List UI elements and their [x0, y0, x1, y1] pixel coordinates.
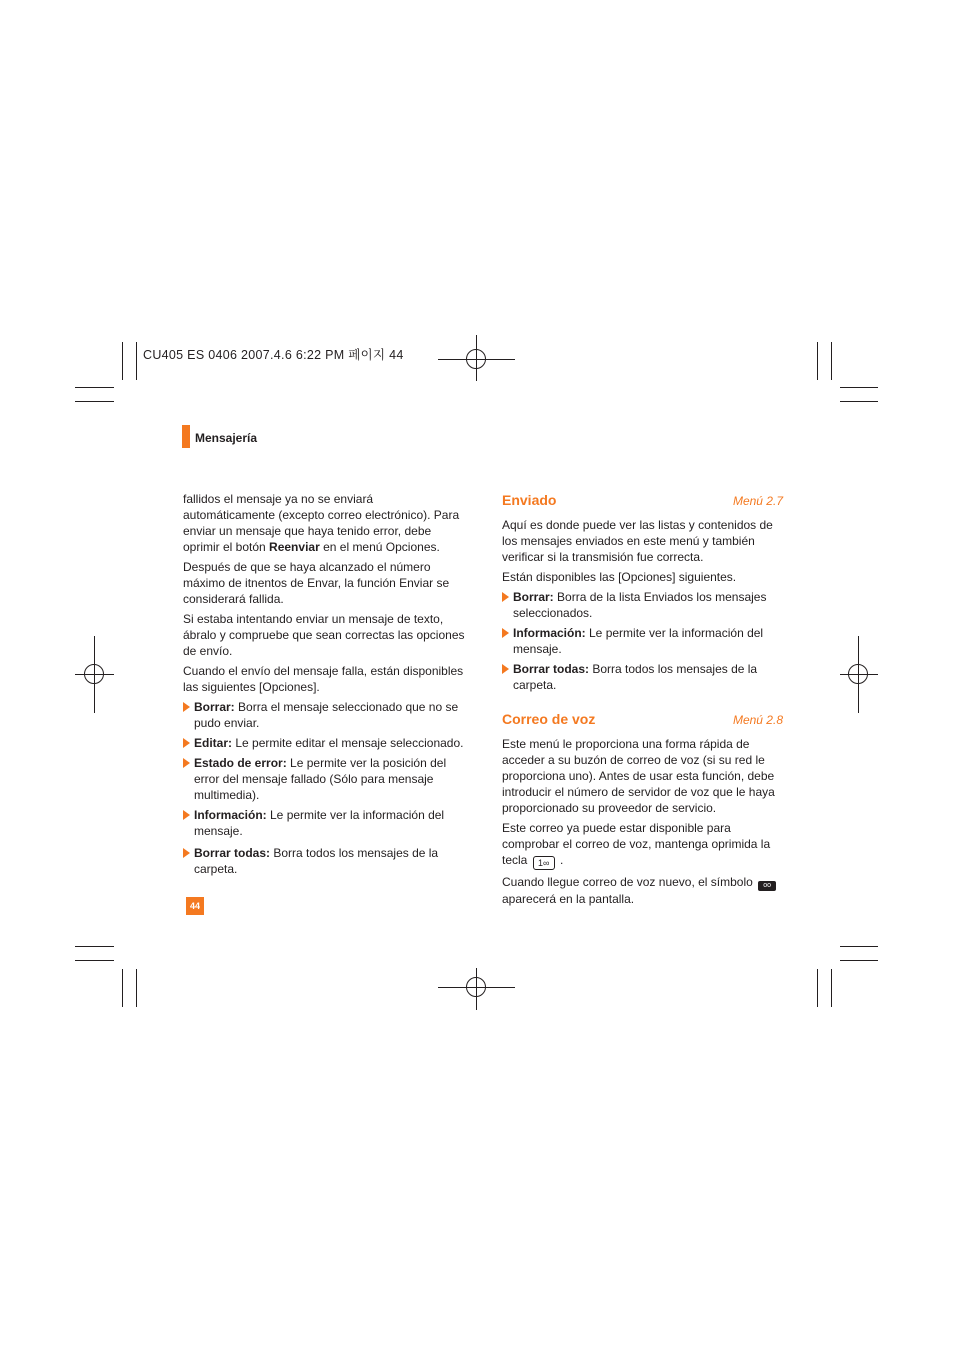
bullet-arrow-icon [502, 664, 509, 674]
paragraph: Este correo ya puede estar disponible para comprobar el correo de voz, mantenga oprimida la tecla 1∞ . [502, 821, 771, 868]
crop-mark [831, 969, 832, 1007]
paragraph: Cuando el envío del mensaje falla, están disponibles las siguientes [Opciones]. [183, 664, 464, 694]
crop-mark [122, 969, 123, 1007]
crop-mark [817, 342, 818, 380]
enviado-heading [502, 492, 783, 509]
crop-mark [840, 960, 878, 961]
crop-mark [75, 946, 114, 947]
correo-menu-number: Menú 2.8 [732, 713, 783, 727]
crop-mark [817, 969, 818, 1007]
bullet-arrow-icon [502, 628, 509, 638]
bullet-arrow-icon [183, 810, 190, 820]
bullet-item: Borrar: Borra de la lista Enviados los mensajes seleccionados. [502, 589, 783, 621]
bullet-item: Información: Le permite ver la información del mensaje. [502, 625, 783, 657]
correo-heading [502, 711, 783, 728]
print-slug: CU405 ES 0406 2007.4.6 6:22 PM 페이지 44 [143, 348, 404, 362]
paragraph: Aquí es donde puede ver las listas y contenidos de los mensajes enviados en este menú y también verificar si la transmisión fue correcta. [502, 518, 773, 564]
section-accent-bar [182, 425, 190, 448]
enviado-title: Enviado [502, 492, 557, 508]
paragraph: Si estaba intentando enviar un mensaje de texto, ábralo y compruebe que sean correctas las opciones de envío. [183, 612, 465, 658]
crop-mark [122, 342, 123, 380]
correo-title: Correo de voz [502, 711, 596, 727]
paragraph: Cuando llegue correo de voz nuevo, el símbolo oo aparecerá en la pantalla. [502, 874, 783, 907]
paragraph: fallidos el mensaje ya no se enviará automáticamente (excepto correo electrónico). Para enviar un mensaje que haya tenido error, debe oprimir el botón Reenviar en el menú Opciones. [183, 492, 460, 554]
crop-mark [840, 946, 878, 947]
left-column [183, 491, 466, 881]
bullet-arrow-icon [502, 592, 509, 602]
bullet-arrow-icon [183, 702, 190, 712]
crop-mark [136, 342, 137, 380]
crop-mark [840, 387, 878, 388]
page-number: 44 [186, 897, 204, 915]
voicemail-indicator-icon: oo [758, 881, 776, 891]
crop-mark [75, 960, 114, 961]
crop-mark [831, 342, 832, 380]
bullet-arrow-icon [183, 848, 190, 858]
bullet-arrow-icon [183, 758, 190, 768]
crop-mark [75, 387, 114, 388]
paragraph: Están disponibles las [Opciones] siguientes. [502, 570, 737, 584]
section-title: Mensajería [195, 431, 258, 445]
key-1-voicemail-icon: 1∞ [533, 856, 555, 870]
bullet-item: Estado de error: Le permite ver la posición del error del mensaje fallado (Sólo para mensaje multimedia). [183, 755, 466, 803]
bullet-item: Borrar todas: Borra todos los mensajes de la carpeta. [502, 661, 783, 693]
bullet-item: Editar: Le permite editar el mensaje seleccionado. [183, 735, 466, 751]
right-column [502, 492, 783, 911]
bullet-item: Borrar todas: Borra todos los mensajes de la carpeta. [183, 845, 466, 877]
enviado-menu-number: Menú 2.7 [732, 494, 783, 508]
paragraph: Este menú le proporciona una forma rápida de acceder a su buzón de correo de voz (si su red le proporciona uno). Antes de usar esta función, debe introducir el número de servidor de voz que le haya proporcionado su proveedor de servicio. [502, 737, 775, 815]
paragraph: Después de que se haya alcanzado el número máximo de itnentos de Envar, la función Enviar se considerará fallida. [183, 560, 450, 606]
bullet-arrow-icon [183, 738, 190, 748]
crop-mark [136, 969, 137, 1007]
bullet-item: Información: Le permite ver la información del mensaje. [183, 807, 466, 839]
bullet-item: Borrar: Borra el mensaje seleccionado que no se pudo enviar. [183, 699, 466, 731]
crop-mark [75, 401, 114, 402]
crop-mark [840, 401, 878, 402]
